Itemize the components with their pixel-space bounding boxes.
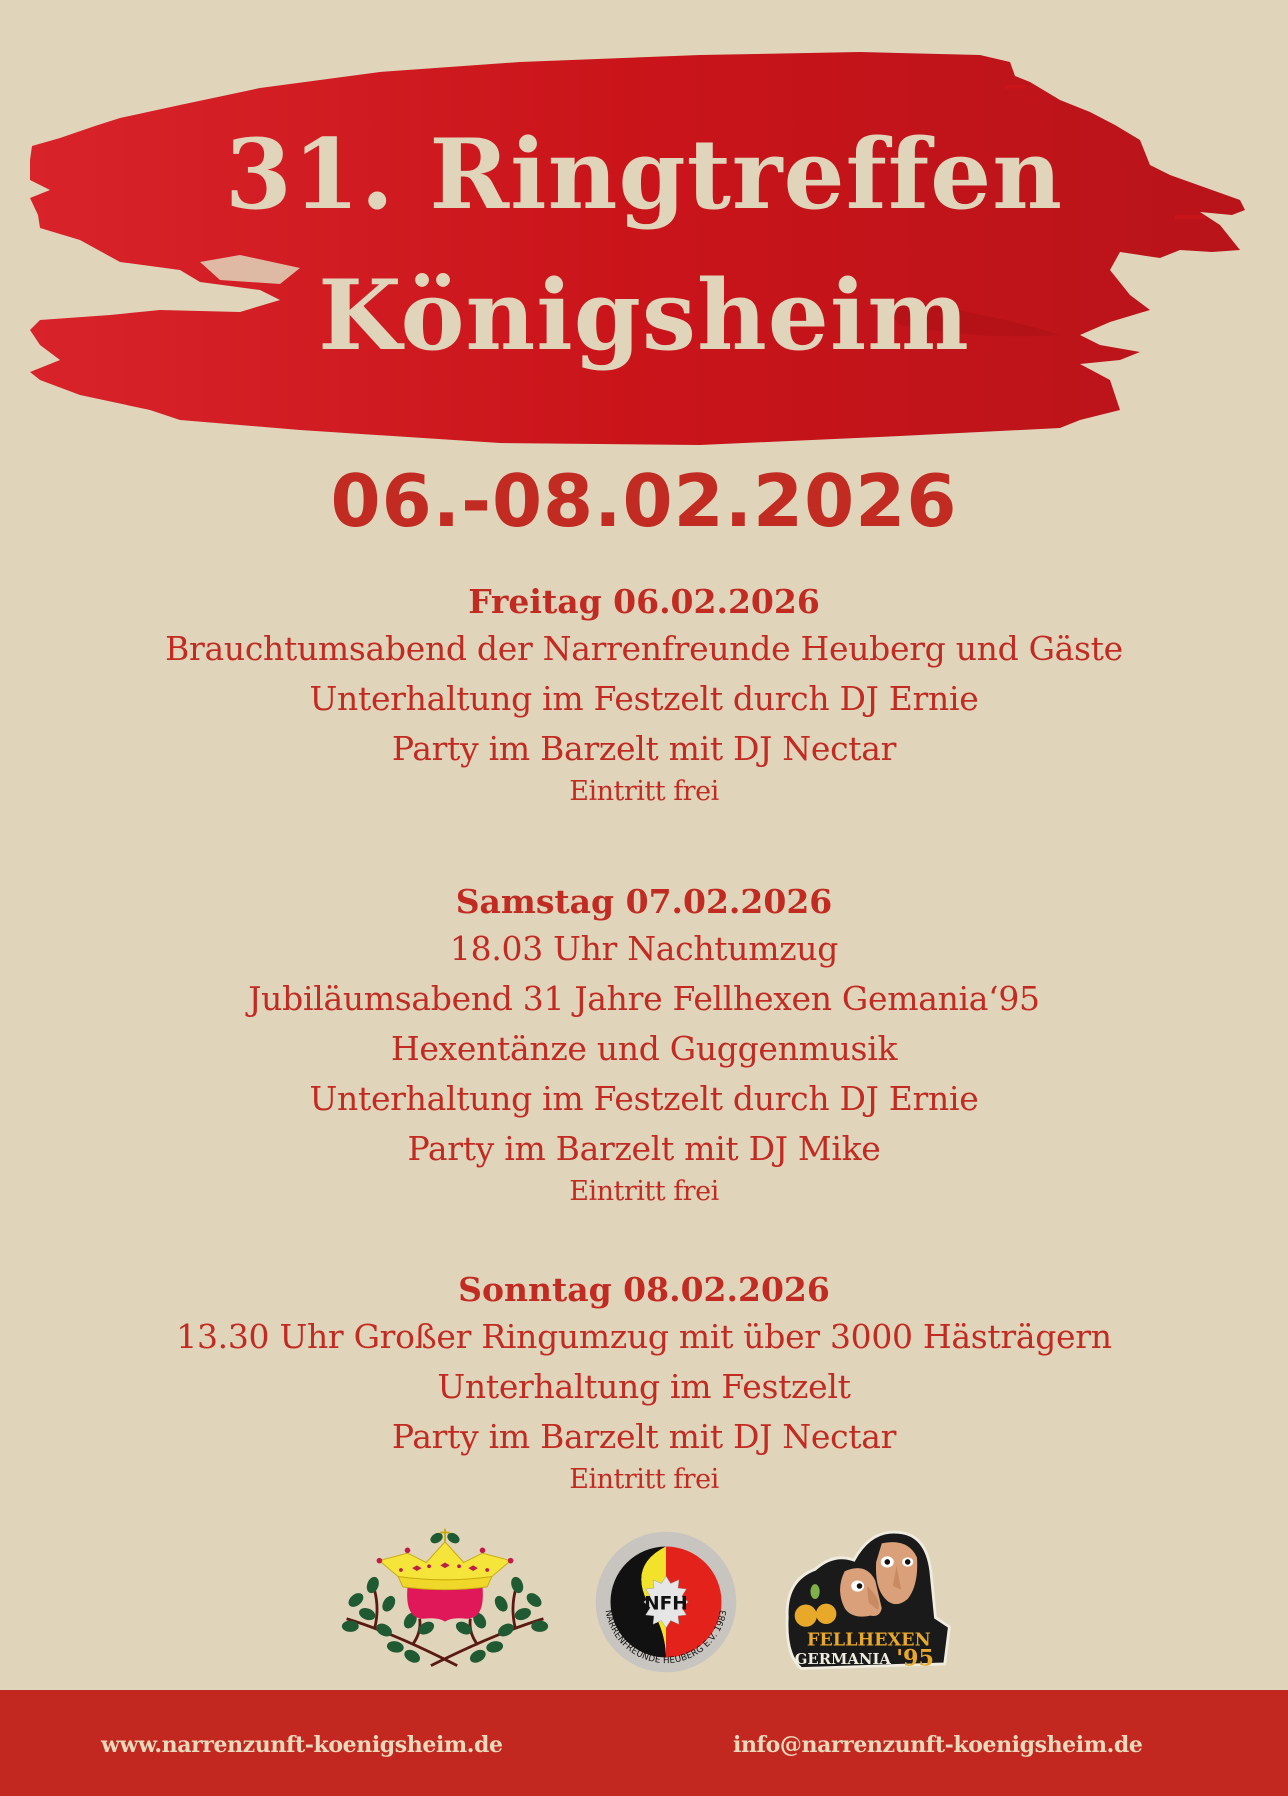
event-title-line-2: Königsheim — [318, 259, 970, 372]
program-line: 18.03 Uhr Nachtumzug — [449, 929, 839, 968]
day-section-sunday — [0, 1268, 1288, 1498]
email-link[interactable]: info@narrenzunft-koenigsheim.de — [733, 1732, 1143, 1758]
program-line: 13.30 Uhr Großer Ringumzug mit über 3000 Hästrägern — [176, 1317, 1112, 1356]
event-date-range: 06.-08.02.2026 — [330, 459, 958, 543]
day-heading: Samstag 07.02.2026 — [455, 882, 833, 921]
nfh-circle-logo-icon — [590, 1528, 742, 1676]
program-line: Party im Barzelt mit DJ Mike — [407, 1129, 881, 1168]
program-line: Unterhaltung im Festzelt — [437, 1367, 851, 1406]
sponsor-logos — [0, 1520, 1288, 1680]
program-line: Party im Barzelt mit DJ Nectar — [391, 1417, 897, 1456]
program-line: Brauchtumsabend der Narrenfreunde Heuberg und Gäste — [165, 629, 1123, 668]
svg-text:FELLHEXEN: FELLHEXEN — [806, 1629, 931, 1651]
fellhexen-masks-logo-icon — [778, 1524, 954, 1674]
entry-note: Eintritt frei — [569, 1176, 719, 1207]
program-line: Jubiläumsabend 31 Jahre Fellhexen Gemania‘95 — [248, 979, 1040, 1018]
day-section-saturday — [0, 880, 1288, 1210]
svg-text:NARRENFREUNDE HEUBERG E.V. 198: NARRENFREUNDE HEUBERG E.V. 1983 — [602, 1609, 730, 1667]
program-line: Hexentänze und Guggenmusik — [390, 1029, 898, 1068]
entry-note: Eintritt frei — [569, 1464, 719, 1495]
event-title-line-1: 31. Ringtreffen — [224, 118, 1064, 231]
day-heading: Sonntag 08.02.2026 — [458, 1270, 830, 1309]
website-link[interactable]: www.narrenzunft-koenigsheim.de — [101, 1732, 503, 1758]
day-heading: Freitag 06.02.2026 — [468, 582, 820, 621]
entry-note: Eintritt frei — [569, 776, 719, 807]
svg-text:'95: '95 — [896, 1645, 934, 1672]
svg-text:GERMANIA: GERMANIA — [794, 1650, 891, 1668]
program-line: Party im Barzelt mit DJ Nectar — [391, 729, 897, 768]
program-line: Unterhaltung im Festzelt durch DJ Ernie — [309, 679, 979, 718]
svg-text:NFH: NFH — [644, 1593, 688, 1615]
footer-bar — [0, 1690, 1288, 1796]
program-line: Unterhaltung im Festzelt durch DJ Ernie — [309, 1079, 979, 1118]
day-section-friday — [0, 580, 1288, 810]
crown-apple-branches-logo-icon — [335, 1525, 555, 1675]
